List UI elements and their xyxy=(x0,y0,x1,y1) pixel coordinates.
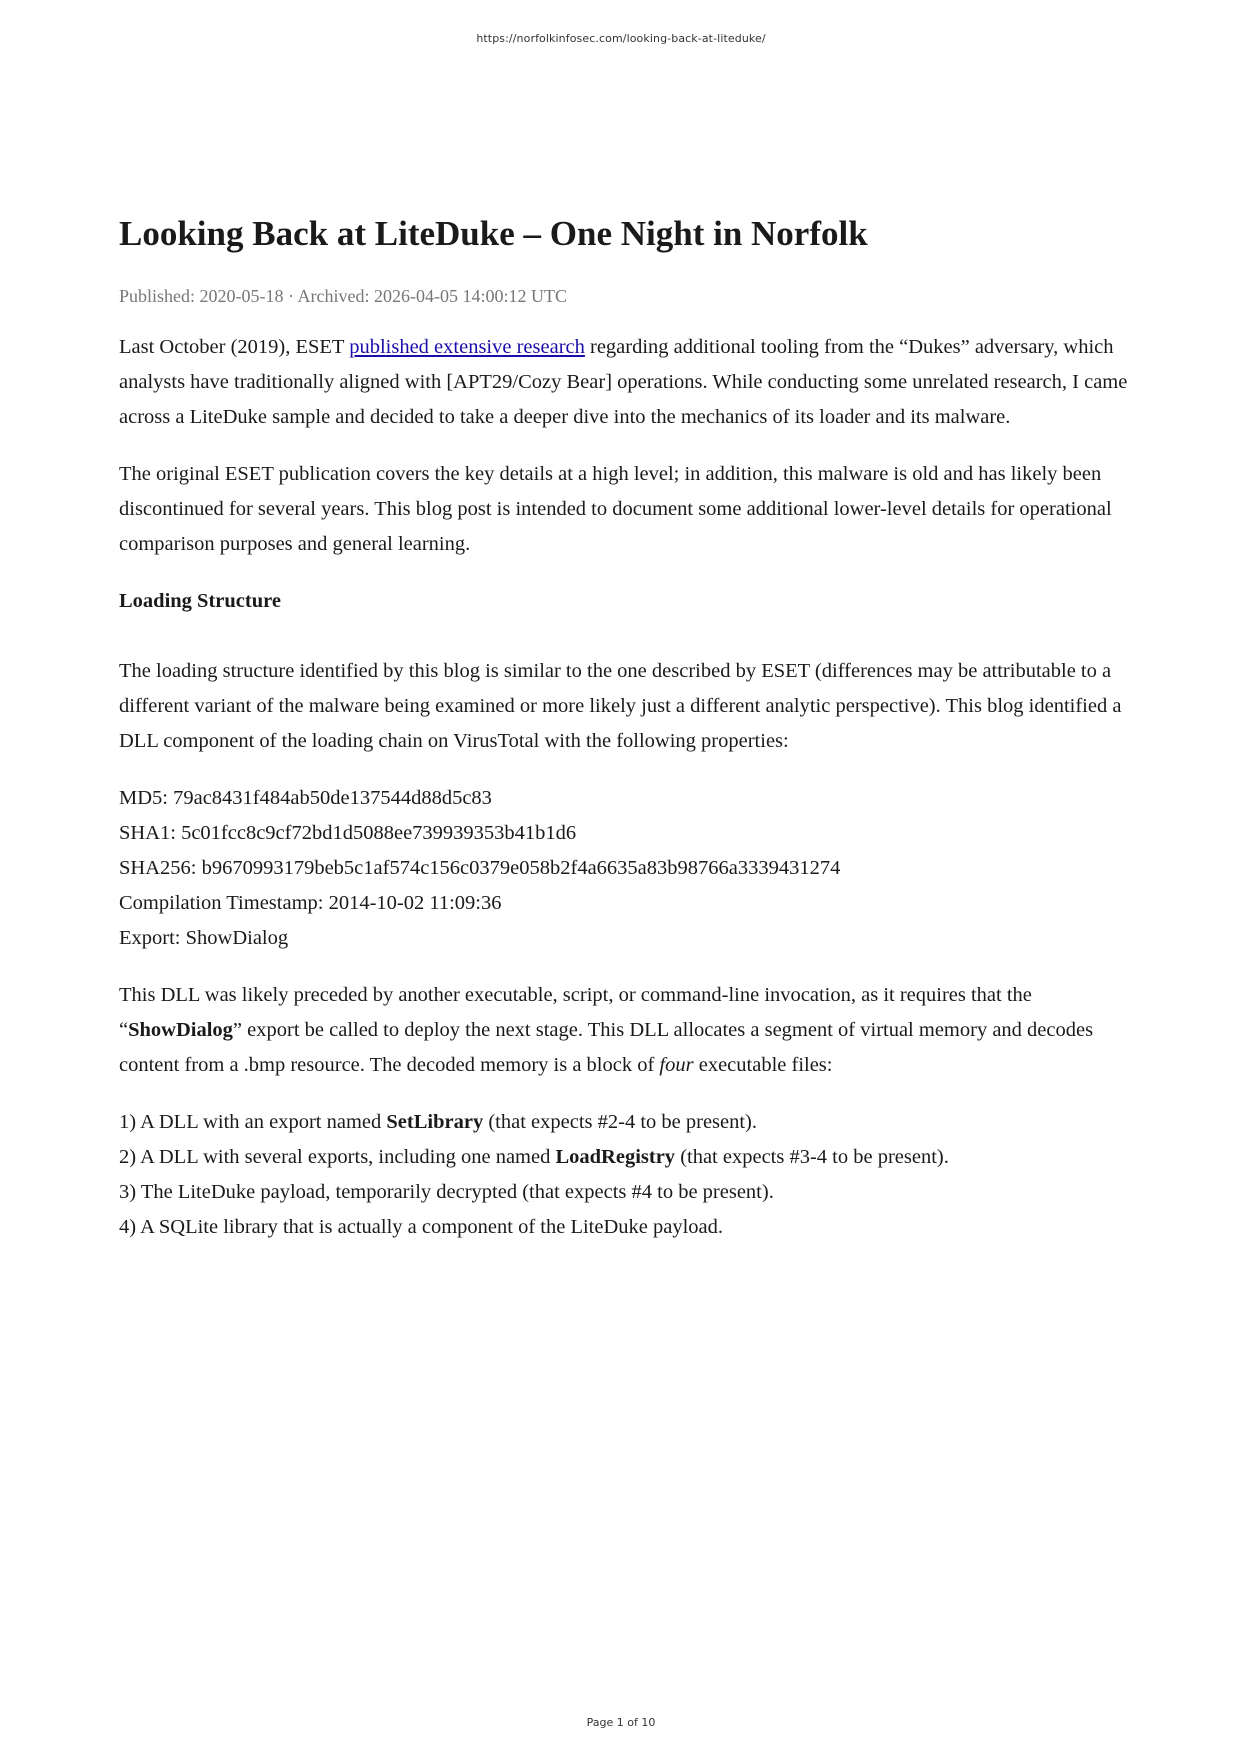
page-number-footer: Page 1 of 10 xyxy=(586,1716,656,1729)
page-url-header: https://norfolkinfosec.com/looking-back-at-liteduke/ xyxy=(476,32,766,45)
list-item xyxy=(119,1210,1139,1245)
list-item-text: 1) A DLL with an export named xyxy=(119,1111,387,1133)
section-heading-loading-structure: Loading Structure xyxy=(119,590,281,612)
list-item xyxy=(119,1175,1139,1210)
list-item-suffix: (that expects #3-4 to be present). xyxy=(675,1146,949,1168)
showdialog-export-name: ShowDialog xyxy=(128,1019,233,1041)
intro-paragraph xyxy=(119,330,1139,435)
article-meta: Published: 2020-05-18 · Archived: 2026-04-05 14:00:12 UTC xyxy=(119,286,567,306)
intro-text-before-link: Last October (2019), ESET xyxy=(119,336,350,358)
property-export: Export: ShowDialog xyxy=(119,927,289,949)
property-sha1: SHA1: 5c01fcc8c9cf72bd1d5088ee739939353b41b1d6 xyxy=(119,822,577,844)
decoded-files-list xyxy=(119,1105,1139,1245)
list-item-text: 3) The LiteDuke payload, temporarily decrypted (that expects #4 to be present). xyxy=(119,1181,774,1203)
dll-behavior-text-1: This DLL was likely preceded by another executable, script, or command-line invocation, as it requires that the “ xyxy=(119,984,1032,1041)
loadregistry-export-name: LoadRegistry xyxy=(555,1146,676,1168)
context-paragraph: The original ESET publication covers the key details at a high level; in addition, this malware is old and has likely been discontinued for several years. This blog post is intended to document some additional lower-level details for operational comparison purposes and general learning. xyxy=(119,463,1112,555)
list-item-text: 2) A DLL with several exports, including one named xyxy=(119,1146,556,1168)
property-compilation-timestamp: Compilation Timestamp: 2014-10-02 11:09:36 xyxy=(119,892,502,914)
dll-behavior-text-2: ” export be called to deploy the next stage. This DLL allocates a segment of virtual memory and decodes content from a .bmp resource. The decoded memory is a block of xyxy=(119,1019,1094,1076)
dll-behavior-text-3: executable files: xyxy=(693,1054,833,1076)
emphasis-four: four xyxy=(659,1054,694,1076)
intro-text-after-link: regarding additional tooling from the “Dukes” adversary, which analysts have traditionally aligned with [APT29/Cozy Bear] operations. While conducting some unrelated research, I came across a LiteDuke sample and decided to take a deeper dive into the mechanics of its loader and its malware. xyxy=(119,336,1128,428)
setlibrary-export-name: SetLibrary xyxy=(386,1111,484,1133)
eset-research-link[interactable]: published extensive research xyxy=(349,336,585,358)
list-item xyxy=(119,1140,1139,1175)
list-item-suffix: (that expects #2-4 to be present). xyxy=(483,1111,758,1133)
list-item-text: 4) A SQLite library that is actually a component of the LiteDuke payload. xyxy=(119,1216,724,1238)
article-title: Looking Back at LiteDuke – One Night in Norfolk xyxy=(119,214,868,253)
loading-structure-paragraph: The loading structure identified by this blog is similar to the one described by ESET (differences may be attributable to a different variant of the malware being examined or more likely just a different analytic perspective). This blog identified a DLL component of the loading chain on VirusTotal with the following properties: xyxy=(119,660,1122,752)
article xyxy=(119,210,1139,1245)
dll-behavior-paragraph xyxy=(119,978,1139,1083)
property-sha256: SHA256: b9670993179beb5c1af574c156c0379e058b2f4a6635a83b98766a3339431274 xyxy=(119,857,841,879)
list-item xyxy=(119,1105,1139,1140)
property-md5: MD5: 79ac8431f484ab50de137544d88d5c83 xyxy=(119,787,492,809)
dll-properties xyxy=(119,781,1139,956)
